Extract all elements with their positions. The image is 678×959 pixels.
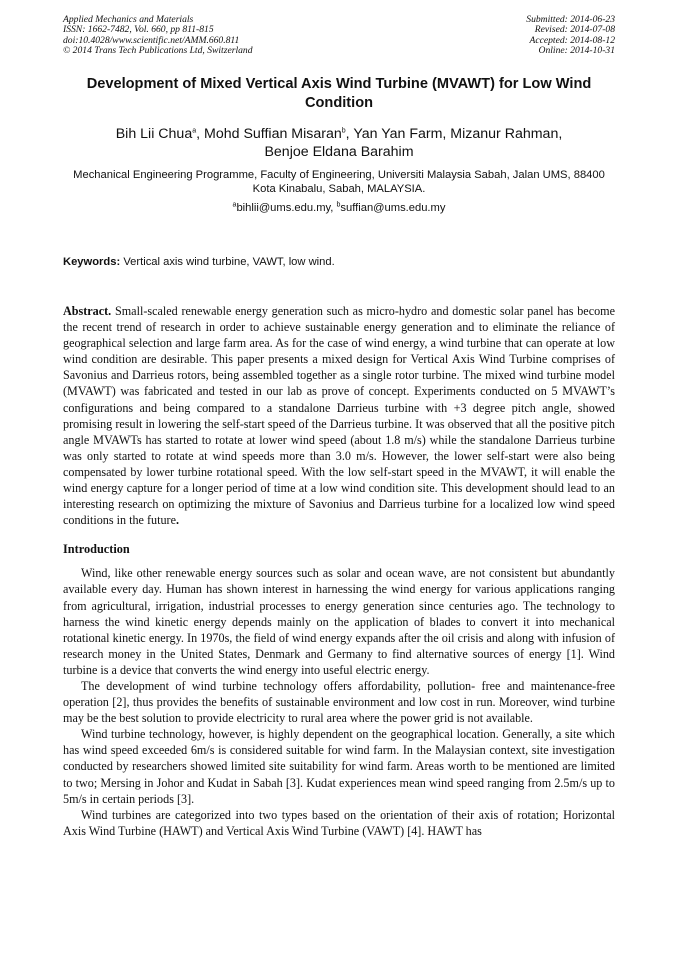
keywords-label: Keywords: bbox=[63, 256, 121, 269]
paragraph: Wind turbine technology, however, is highly dependent on the geographical location. Generally, a site which has wind speed exceeded 6m/s is considered suitable for wind farm. In the Malaysian context, site investigation conducted by researchers showed limited site suitability for wind farm. Areas worth to be mentioned are limited to two; Mersing in Johor and Kudat in Sabah [3]. Kudat experiences mean wind speed ranging from 2.5m/s up to 5m/s in certain periods [3]. bbox=[63, 727, 615, 806]
date-revised: Revised: 2014-07-08 bbox=[534, 24, 615, 36]
paper-page bbox=[63, 15, 615, 839]
journal-copyright: © 2014 Trans Tech Publications Ltd, Switzerland bbox=[63, 45, 253, 57]
paragraph: The development of wind turbine technology offers affordability, pollution- free and maintenance-free operation [2], thus provides the benefits of sustainable environment and low cost in run. Moreover, wind turbine may be the best solution to provide electricity to rural area where the power grid is not available. bbox=[63, 678, 615, 726]
email-superscript: b bbox=[336, 201, 341, 209]
author-list bbox=[63, 125, 615, 162]
journal-issn: ISSN: 1662-7482, Vol. 660, pp 811-815 bbox=[63, 24, 214, 36]
author-superscript: b bbox=[341, 126, 346, 134]
date-online: Online: 2014-10-31 bbox=[538, 45, 615, 57]
author-name: Mohd Suffian Misaran bbox=[204, 125, 342, 142]
abstract-label: Abstract. bbox=[63, 304, 112, 318]
affiliation: Mechanical Engineering Programme, Faculty of Engineering, Universiti Malaysia Sabah, Jalan UMS, 88400 Kota Kinabalu, Sabah, MALAYSIA. bbox=[73, 168, 605, 196]
abstract-end: . bbox=[175, 513, 179, 528]
paragraph: Wind turbines are categorized into two types based on the orientation of their axis of rotation; Horizontal Axis Wind Turbine (HAWT) and Vertical Axis Wind Turbine (VAWT) [4]. HAWT has bbox=[63, 807, 615, 838]
paper-title: Development of Mixed Vertical Axis Wind Turbine (MVAWT) for Low Wind Condition bbox=[86, 75, 592, 111]
email-address: suffian@ums.edu.my bbox=[340, 201, 446, 214]
abstract bbox=[63, 303, 615, 528]
author-names: Yan Yan Farm, Mizanur Rahman, bbox=[353, 125, 563, 142]
journal-name: Applied Mechanics and Materials bbox=[63, 14, 194, 25]
author-name: Bih Lii Chua bbox=[115, 125, 193, 142]
email-superscript: a bbox=[232, 201, 237, 209]
section-heading-introduction: Introduction bbox=[63, 542, 130, 557]
author-line-1: Bih Lii Chua$^a$, Mohd Suffian Misaran$^b$, Yan Yan Farm, Mizanur Rahman, bbox=[115, 125, 563, 142]
journal-doi: doi:10.4028/www.scientific.net/AMM.660.811 bbox=[63, 34, 240, 46]
author-superscript: a bbox=[192, 126, 197, 134]
paragraph: Wind, like other renewable energy sources such as solar and ocean wave, are not consistent but abundantly available every day. Human has shown interest in harnessing the wind energy for various applications ranging from agricultural, irrigation, industrial processes to energy generation since centuries ago. The technology to harness the wind kinetic energy depends mainly on the application of blades to convert it into mechanical rotational kinetic energy. In 1970s, the field of wind energy expands after the oil crisis and along with infusion of research money in the United States, Denmark and Germany to find alternative sources of energy [1]. Wind turbine is a device that converts the wind energy into useful electric energy. bbox=[63, 566, 615, 677]
author-line-2: Benjoe Eldana Barahim bbox=[264, 144, 414, 161]
email-address: bihlii@ums.edu.my bbox=[236, 201, 331, 214]
keywords bbox=[63, 255, 615, 270]
publication-dates bbox=[526, 15, 615, 57]
abstract-text: Small-scaled renewable energy generation such as micro-hydro and domestic solar panel has become the recent trend of research in order to achieve sustainable energy generation and to eliminate the reliance of geographical selection and large farm area. As for the case of wind energy, a wind turbine that can operate at low wind condition are desirable. This paper presents a mixed design for Vertical Axis Wind Turbine comprises of Savonius and Darrieus rotors, being assembled together as a single rotor turbine. The mixed wind turbine model (MVAWT) was fabricated and tested in our lab as prove of concept. Experiments conducted on 5 MVAWT’s configurations and being compared to a standalone Darrieus turbine with +3 degree pitch angle, showed promising result in lowering the self-start speed of the Darrieus turbine. It was observed that all the positive pitch angle MVAWTs has started to rotate at lower wind speed (about 1.8 m/s) while the standalone Darrieus turbine was only started to rotate at wind speeds more than 3.0 m/s. However, the lower self-start were also being compensated by lower turbine rotational speed. With the low self-start speed in the MVAWT, it will enable the wind energy capture for a longer period of time at a low wind condition site. This development should lead to an interesting research on optimizing the mixture of Savonius and Darrieus turbine for a localized low wind speed conditions in the future bbox=[63, 304, 615, 528]
date-accepted: Accepted: 2014-08-12 bbox=[529, 34, 615, 46]
journal-info bbox=[63, 15, 253, 57]
author-emails: $^a$bihlii@ums.edu.my, $^b$suffian@ums.edu.my bbox=[232, 201, 446, 214]
keywords-text: Vertical axis wind turbine, VAWT, low wind. bbox=[123, 256, 335, 269]
journal-header bbox=[63, 15, 615, 57]
date-submitted: Submitted: 2014-06-23 bbox=[526, 14, 615, 25]
